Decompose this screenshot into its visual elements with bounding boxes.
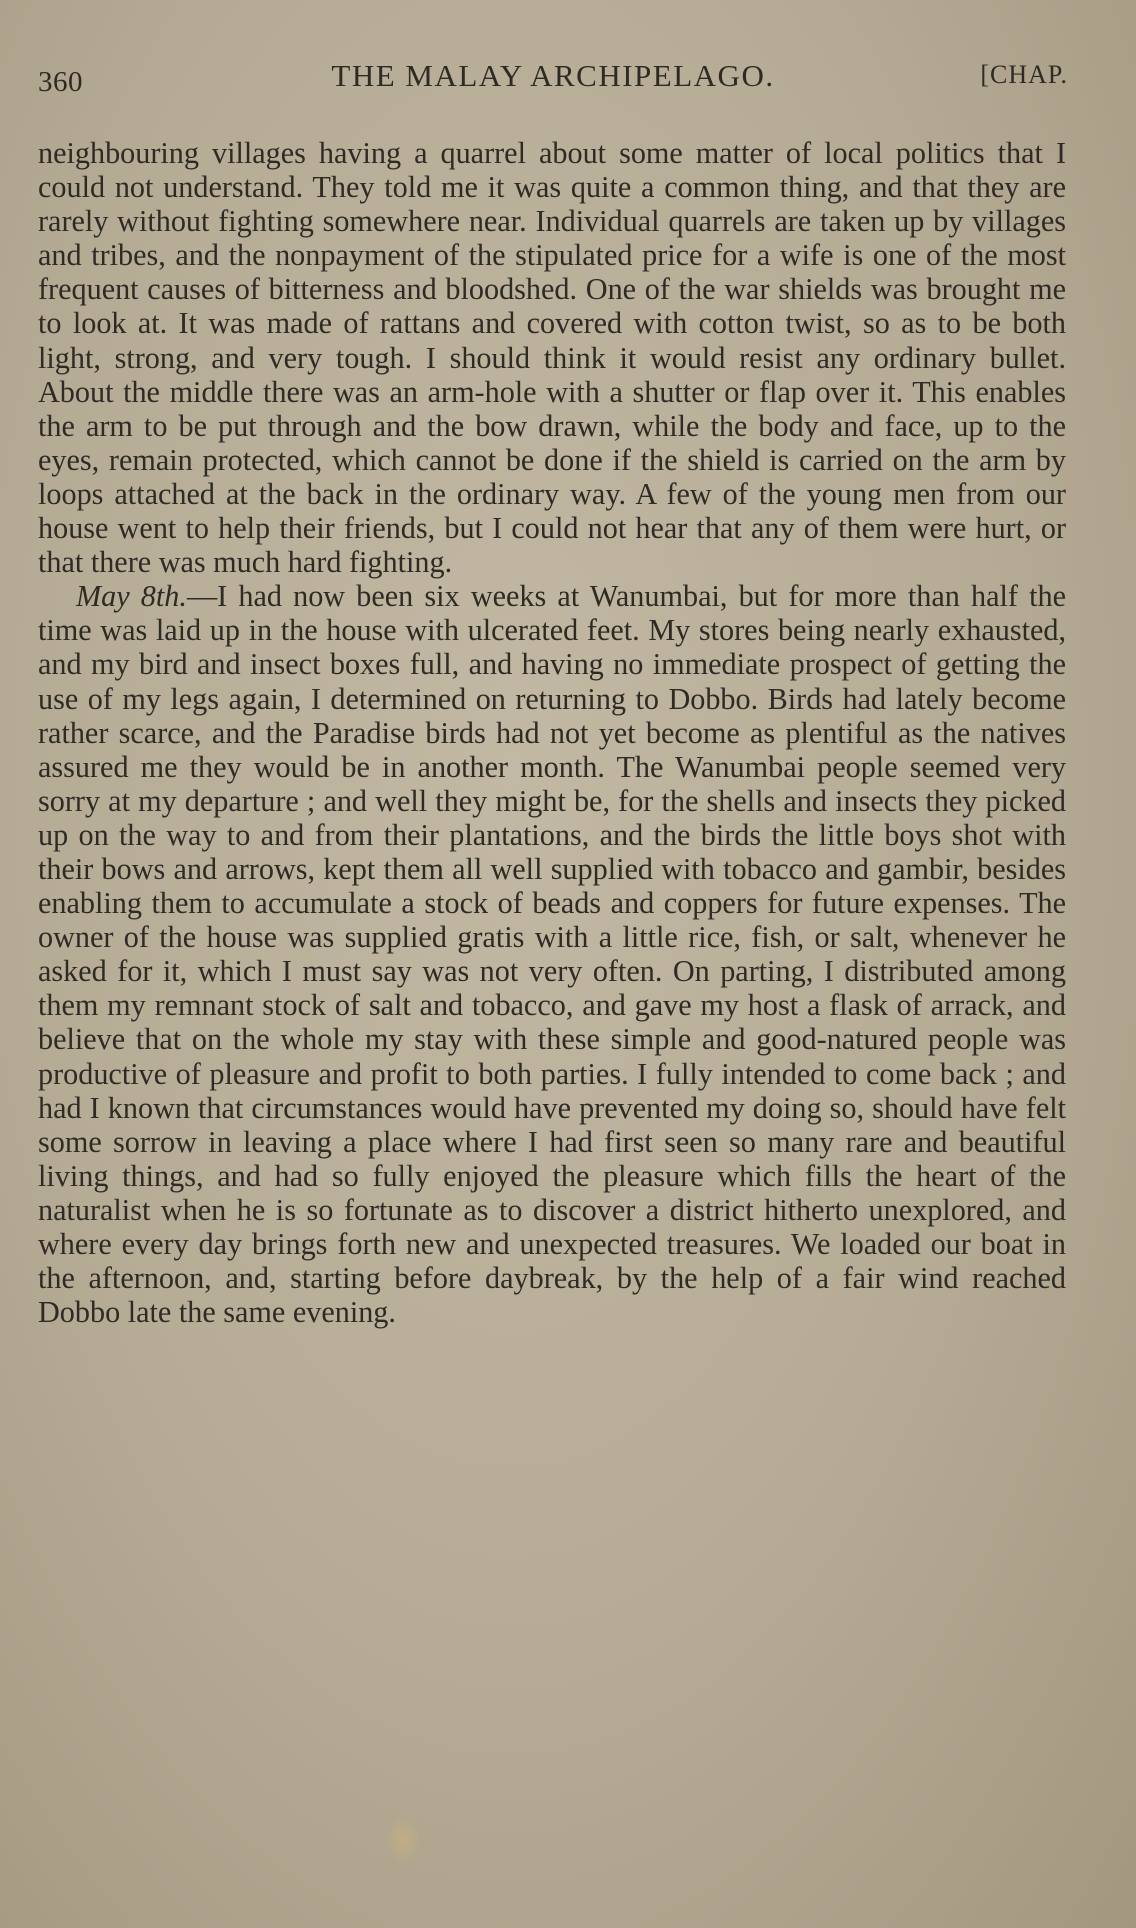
entry-date: May 8th.	[76, 579, 187, 614]
paper-stain	[388, 1818, 418, 1862]
paragraph-text: —I had now been six weeks at Wanumbai, but for more than half the time was laid up in the house with ulcerated feet. My stores being nearly exhausted, and my bird and insect boxes full, and having no immediate prospect of getting the use of my legs again, I determined on returning to Dobbo. Birds had lately become rather scarce, and the Paradise birds had not yet become as plentiful as the natives assured me they would be in another month. The Wanumbai people seemed very sorry at my departure ; and well they might be, for the shells and insects they picked up on the way to and from their plantations, and the birds the little boys shot with their bows and arrows, kept them all well supplied with tobacco and gambir, besides enabling them to accumulate a stock of beads and coppers for future expenses. The owner of the house was supplied gratis with a little rice, fish, or salt, whenever he asked for it, which I must say was not very often. On parting, I distributed among them my remnant stock of salt and tobacco, and gave my host a flask of arrack, and believe that on the whole my stay with these simple and good-natured people was productive of pleasure and profit to both parties. I fully intended to come back ; and had I known that circumstances would have prevented my doing so, should have felt some sorrow in leaving a place where I had first seen so many rare and beautiful living things, and had so fully enjoyed the pleasure which fills the heart of the naturalist when he is so fortunate as to discover a district hitherto unexplored, and where every day brings forth new and unexpected treasures. We loaded our boat in the afternoon, and, starting before daybreak, by the help of a fair wind reached Dobbo late the same evening.	[38, 579, 1067, 1330]
paragraph-may-8th	[38, 579, 1066, 1329]
page-number: 360	[38, 66, 83, 98]
chapter-marker: [CHAP.	[980, 60, 1068, 89]
paragraph-continued: neighbouring villages having a quarrel about some matter of local politics that I could not understand. They told me it was quite a common thing, and that they are rarely without fighting somewhere near. Individual quarrels are taken up by villages and tribes, and the nonpayment of the stipulated price for a wife is one of the most frequent causes of bitterness and bloodshed. One of the war shields was brought me to look at. It was made of rattans and covered with cotton twist, so as to be both light, strong, and very tough. I should think it would resist any ordinary bullet. About the middle there was an arm-hole with a shutter or flap over it. This enables the arm to be put through and the bow drawn, while the body and face, up to the eyes, remain protected, which cannot be done if the shield is carried on the arm by loops attached at the back in the ordinary way. A few of the young men from our house went to help their friends, but I could not hear that any of them were hurt, or that there was much hard fighting.	[38, 136, 1066, 580]
page-header	[38, 58, 1068, 98]
body-text	[38, 136, 1066, 1329]
running-title: THE MALAY ARCHIPELAGO.	[331, 58, 775, 93]
